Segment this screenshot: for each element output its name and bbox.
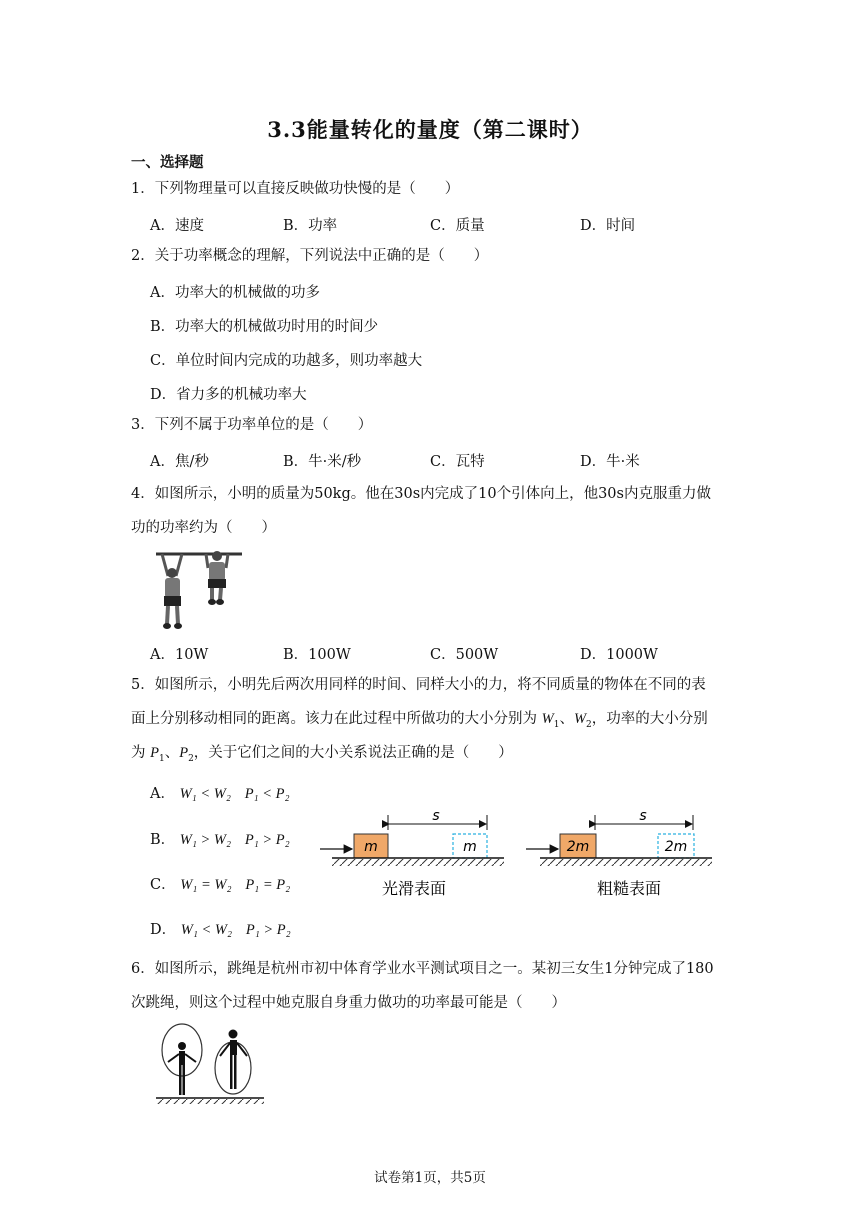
q2-option-c: C．单位时间内完成的功越多，则功率越大	[150, 353, 423, 369]
section-heading: 一、选择题	[131, 154, 204, 171]
q5-option-a: A． W₁ < W₂ P₁ < P₂	[150, 786, 290, 802]
q1-option-b: B．功率	[283, 218, 338, 234]
question-5-line-1: 5．如图所示，小明先后两次用同样的时间、同样大小的力，将不同质量的物体在不同的表	[131, 677, 706, 693]
q5-option-d: D． W₁ < W₂ P₁ > P₂	[150, 922, 291, 938]
q2-option-d: D．省力多的机械功率大	[150, 387, 307, 403]
question-6-line-2: 次跳绳，则这个过程中她克服自身重力做功的功率最可能是（ ）	[131, 995, 566, 1011]
q4-option-d: D．1000W	[580, 647, 658, 663]
question-6-line-1: 6．如图所示，跳绳是杭州市初中体育学业水平测试项目之一。某初三女生1分钟完成了180	[131, 961, 714, 977]
q4-option-b: B．100W	[283, 647, 351, 663]
q4-option-a: A．10W	[150, 647, 209, 663]
q1-option-c: C．质量	[430, 218, 485, 234]
left-s-label: s	[432, 808, 440, 824]
left-block-label: m	[364, 839, 378, 855]
page-title: 3.3能量转化的量度（第二课时）	[267, 117, 593, 142]
force-surface-figure	[318, 808, 714, 904]
q3-option-a: A．焦/秒	[150, 454, 209, 470]
left-dashed-label: m	[463, 839, 477, 855]
right-s-label: s	[639, 808, 647, 824]
q1-option-a: A．速度	[150, 218, 204, 234]
question-5-line-3: 为 $P_1$、$P_2$，关于它们之间的大小关系说法正确的是（ ）	[131, 745, 513, 764]
q3-option-d: D．牛·米	[580, 454, 640, 470]
q4-option-c: C．500W	[430, 647, 499, 663]
question-2-stem: 2．关于功率概念的理解，下列说法中正确的是（ ）	[131, 248, 489, 264]
q2-option-b: B．功率大的机械做功时用的时间少	[150, 319, 379, 335]
right-block-label: 2m	[566, 839, 590, 855]
q5-option-c: C． W₁ = W₂ P₁ = P₂	[150, 877, 291, 893]
right-dashed-label: 2m	[664, 839, 688, 855]
q1-option-d: D．时间	[580, 218, 636, 234]
pull-up-figure	[154, 548, 246, 632]
question-1-stem: 1．下列物理量可以直接反映做功快慢的是（ ）	[131, 181, 460, 197]
left-caption: 光滑表面	[381, 879, 447, 898]
question-4-line-1: 4．如图所示，小明的质量为50kg。他在30s内完成了10个引体向上，他30s内克服重力做	[131, 486, 711, 502]
page-footer: 试卷第1页，共5页	[374, 1170, 486, 1186]
question-3-stem: 3．下列不属于功率单位的是（ ）	[131, 417, 373, 433]
q3-option-c: C．瓦特	[430, 454, 485, 470]
q2-option-a: A．功率大的机械做的功多	[150, 285, 320, 301]
question-5-line-2: 面上分别移动相同的距离。该力在此过程中所做功的大小分别为 $W_1$、$W_2$，功率的大小分别	[131, 711, 708, 730]
jump-rope-figure	[154, 1020, 266, 1106]
q3-option-b: B．牛·米/秒	[283, 454, 362, 470]
right-caption: 粗糙表面	[596, 879, 662, 898]
q5-option-b: B． W₁ > W₂ P₁ > P₂	[150, 832, 290, 848]
question-4-line-2: 功的功率约为（ ）	[131, 520, 276, 536]
